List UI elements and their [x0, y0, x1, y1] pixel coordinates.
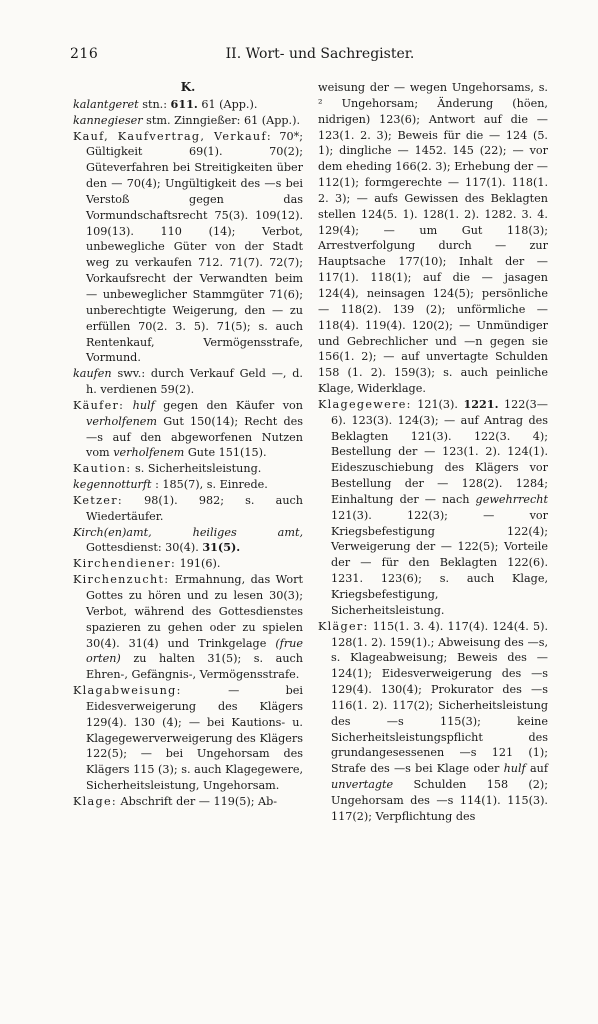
entry-italic-term: kegennotturft	[73, 478, 152, 492]
index-entry	[73, 366, 303, 398]
entry-text: 121(3). 122(3); — vor Kriegsbefestigung 122(4); Verweigerung der — 122(5); Vorteile der — für den Beklagten 122(6). 1231. 123(6); s. auch Klage, Kriegsbefestigung, Sicherheitsleistung.	[331, 508, 548, 617]
entry-text: Gottesdienst: 30(4).	[86, 541, 203, 555]
entry-italic-term: kannegieser	[73, 113, 143, 127]
entry-headword: Kauf, Kaufvertrag, Verkauf:	[73, 129, 272, 143]
continued-entry: weisung der — wegen Ungehorsams, s. ² Ungehorsam; Änderung (höen, nidrigen) 123(6); Antwort auf die — 123(1. 2. 3); Beweis für die — 124 (5. 1); dingliche — 1452. 145 (22); — vor dem eheding 166(2. 3); Erhebung der — 112(1); formgerechte — 117(1). 118(1. 2. 3); — aufs Gewissen des Beklagten stellen 124(5. 1). 128(1. 2). 1282. 3. 4. 129(4); — um Gut 118(3); Arrestverfolgung durch — zur Hauptsache 177(10); Inhalt der — 117(1). 118(1); auf die — jasagen 124(4), neinsagen 124(5); persönliche — 118(2). 139 (2); unförmliche — 118(4). 119(4). 120(2); — Unmündiger und Gebrechlicher und —n gegen sie 156(1. 2); — auf unvertagte Schulden 158 (1. 2). 159(3); s. auch peinliche Klage, Widerklage.	[318, 81, 548, 396]
entry-italic-term: hulf	[503, 762, 526, 776]
entry-text: zu halten 31(5); s. auch Ehren-, Gefängnis-, Vermögensstrafe.	[86, 652, 303, 682]
entry-text: s. Sicherheitsleistung.	[134, 462, 262, 476]
index-entry	[73, 97, 303, 113]
entry-italic-term: Kirch(en)amt, heiliges amt,	[73, 525, 303, 539]
left-entries	[73, 97, 303, 810]
index-entry	[73, 493, 303, 525]
right-column	[318, 80, 548, 825]
entry-text: Abschrift der — 119(5); Ab-	[120, 794, 278, 808]
entry-italic-term: verholfenem	[113, 446, 185, 460]
entry-text: 61 (App.).	[201, 97, 258, 111]
entry-text: stn.:	[142, 97, 171, 111]
entry-headword: Käufer:	[73, 398, 125, 412]
index-entry	[73, 572, 303, 683]
entry-text: 70*; Gültigkeit 69(1). 70(2); Güteverfahren bei Streitigkeiten über den — 70(4); Ungültigkeit des —s bei Verstoß gegen das Vormundschaftsrecht 75(3). 109(12). 109(13). 110 (14); Verbot, unbewegliche Güter von der Stadt weg zu verkaufen 712. 71(7). 72(7); Vorkaufsrecht der Verwandten beim — unbeweglicher Stammgüter 71(6); unberechtigte Weigerung, den — zu erfüllen 70(2. 3. 5). 71(5); s. auch Rentenkauf, Vermögensstrafe, Vormund.	[86, 129, 303, 365]
running-title: II. Wort- und Sachregister.	[225, 46, 415, 62]
entry-headword: Kirchendiener:	[73, 557, 177, 571]
entry-text: swv.: durch Verkauf Geld —, d. h. verdienen 59(2).	[86, 367, 303, 397]
entry-italic-term: unvertagte	[331, 778, 394, 792]
entry-headword: Klagabweisung:	[73, 684, 182, 698]
page-number: 216	[70, 46, 99, 62]
entry-text: 191(6).	[179, 557, 221, 571]
index-entry	[73, 129, 303, 367]
index-entry	[73, 398, 303, 461]
page-header	[70, 46, 540, 66]
index-entry	[73, 556, 303, 572]
entry-text: 122(3—6). 123(3). 124(3); — auf Antrag des Beklagten 121(3). 122(3. 4); Bestellung der — 123(1. 2). 124(1). Eideszuschiebung des Klägers vor Bestellung der — 128(2). 1284; Einhaltung der — nach	[331, 397, 548, 506]
entry-bold-ref: 31(5).	[202, 540, 241, 555]
entry-text: 98(1). 982; s. auch Wiedertäufer.	[86, 493, 303, 523]
index-entry	[318, 397, 548, 619]
entry-headword: Kläger:	[318, 619, 369, 633]
entry-text: : 185(7), s. Einrede.	[155, 478, 268, 492]
index-entry	[73, 683, 303, 794]
entry-text: — bei Eidesverweigerung des Klägers 129(4). 130 (4); — bei Kautions- u. Klagegewerverweigerung des Klägers 122(5); — bei Ungehorsam des Klägers 115 (3); s. auch Klagegewere, Sicherheitsleistung, Ungehorsam.	[86, 684, 304, 793]
index-entry	[73, 113, 303, 129]
index-entry	[73, 794, 303, 810]
entry-text: Schulden 158 (2); Ungehorsam des —s 114(1). 115(3). 117(2); Verpflichtung des	[331, 778, 548, 823]
entry-headword: Kirchenzucht:	[73, 573, 170, 587]
entry-headword: Klagegewere:	[318, 397, 412, 411]
entry-italic-term: (frue orten)	[86, 636, 303, 666]
entry-italic-term: verholfenem	[86, 414, 158, 428]
entry-text: Gute 151(15).	[187, 446, 267, 460]
entry-headword: Kaution:	[73, 462, 132, 476]
entry-italic-term: kalantgeret	[73, 97, 139, 111]
entry-headword: Klage:	[73, 794, 117, 808]
entry-bold-ref: 1221.	[463, 396, 499, 411]
entry-italic-term: hulf	[132, 398, 155, 412]
entry-text: 121(3).	[417, 397, 464, 411]
entry-text: stm. Zinngießer: 61 (App.).	[146, 113, 301, 127]
entry-text: Gut 150(14); Recht des —s auf den abgeworfenen Nutzen vom	[86, 414, 303, 460]
index-entry	[318, 619, 548, 825]
index-entry	[73, 461, 303, 477]
entry-bold-ref: 611.	[170, 96, 198, 111]
index-entry	[73, 477, 303, 493]
left-column	[73, 80, 303, 810]
entry-text: Ermahnung, das Wort Gottes zu hören und zu lesen 30(3); Verbot, während des Gottesdienstes spazieren zu gehen oder zu spielen 30(4). 31(4) und Trinkgelage	[86, 573, 303, 650]
entry-text: auf	[529, 762, 548, 776]
entry-italic-term: kaufen	[73, 367, 112, 381]
entry-headword: Ketzer:	[73, 493, 123, 507]
entry-text: 115(1. 3. 4). 117(4). 124(4. 5). 128(1. 2). 159(1).; Abweisung des —s, s. Klageabweisung; Beweis des — 124(1); Eidesverweigerung des —s 129(4). 130(4); Prokurator des —s 116(1. 2). 117(2); Sicherheitsleistung des —s 115(3); keine Sicherheitsleistungspflicht des grundangesessenen —s 121 (1); Strafe des —s bei Klage oder	[331, 619, 548, 776]
entry-text: gegen den Käufer von	[163, 398, 303, 412]
entry-italic-term: gewehrrecht	[475, 492, 548, 506]
index-entry	[73, 525, 303, 557]
section-letter: K.	[180, 80, 196, 94]
right-entries	[318, 397, 548, 825]
